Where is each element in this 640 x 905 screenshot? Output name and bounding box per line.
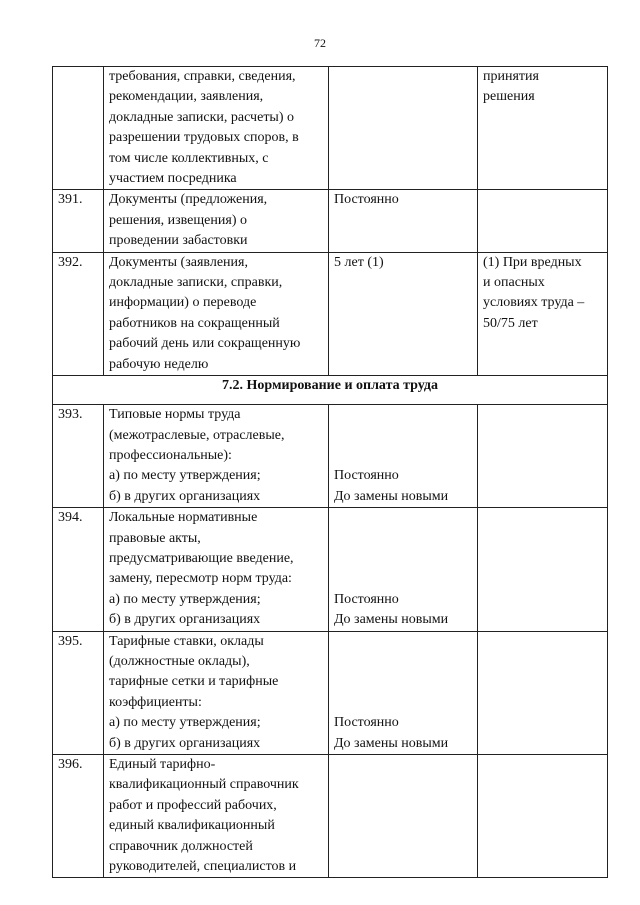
text-line: единый квалификационный [109, 818, 275, 834]
document-name-cell [104, 508, 329, 631]
text-line: До замены новыми [334, 735, 449, 751]
text-line: рабочий день или сокращенную [109, 336, 301, 352]
row-number: 392. [53, 252, 104, 375]
text-line: том числе коллективных, с [109, 150, 269, 166]
blank-line [334, 632, 472, 652]
table-row [53, 631, 608, 754]
text-line: Локальные нормативные [109, 510, 258, 526]
retention-term-cell [329, 190, 478, 252]
text-line: разрешении трудовых споров, в [109, 130, 299, 146]
row-number: 391. [53, 190, 104, 252]
text-line: Тарифные ставки, оклады [109, 633, 264, 649]
text-line: докладные записки, справки, [109, 275, 283, 291]
text-line: Постоянно [334, 591, 399, 607]
retention-term-cell [329, 67, 478, 190]
text-line: рабочую неделю [109, 356, 209, 372]
text-line: руководителей, специалистов и [109, 859, 297, 875]
retention-term-cell [329, 405, 478, 508]
table-row [53, 508, 608, 631]
document-name-cell [104, 67, 329, 190]
text-line: предусматривающие введение, [109, 550, 294, 566]
text-line: б) в других организациях [109, 488, 261, 504]
row-number: 395. [53, 631, 104, 754]
blank-line [334, 425, 472, 445]
text-line: Документы (заявления, [109, 254, 248, 270]
retention-table [52, 66, 608, 878]
text-line: информации) о переводе [109, 295, 257, 311]
table-row [53, 405, 608, 508]
text-line: тарифные сетки и тарифные [109, 674, 279, 690]
blank-line [334, 569, 472, 589]
text-line: 50/75 лет [483, 315, 538, 331]
text-line: замену, пересмотр норм труда: [109, 571, 292, 587]
text-line: работников на сокращенный [109, 315, 280, 331]
text-line: правовые акты, [109, 530, 201, 546]
table-row [53, 190, 608, 252]
note-cell [478, 252, 608, 375]
text-line: требования, справки, сведения, [109, 69, 296, 84]
table-row [53, 755, 608, 878]
blank-line [334, 693, 472, 713]
text-line: Типовые нормы труда [109, 407, 241, 423]
row-number: 393. [53, 405, 104, 508]
text-line: Постоянно [334, 468, 399, 484]
text-line: решения [483, 89, 535, 105]
text-line: (1) При вредных [483, 254, 582, 270]
table-row [53, 252, 608, 375]
text-line: докладные записки, расчеты) о [109, 109, 295, 125]
blank-line [334, 672, 472, 692]
text-line: работ и профессий рабочих, [109, 797, 277, 813]
text-line: 5 лет (1) [334, 254, 384, 270]
text-line: решения, извещения) о [109, 212, 247, 228]
text-line: коэффициенты: [109, 694, 202, 710]
text-line: Постоянно [334, 715, 399, 731]
table-row [53, 67, 608, 190]
retention-term-cell [329, 508, 478, 631]
text-line: (межотраслевые, отраслевые, [109, 427, 285, 443]
note-cell [478, 405, 608, 508]
document-name-cell [104, 755, 329, 878]
note-cell [478, 508, 608, 631]
row-number: 396. [53, 755, 104, 878]
text-line: а) по месту утверждения; [109, 715, 261, 731]
text-line: б) в других организациях [109, 735, 261, 751]
blank-line [334, 508, 472, 528]
row-number: 394. [53, 508, 104, 631]
document-name-cell [104, 631, 329, 754]
blank-line [334, 405, 472, 425]
note-cell [478, 631, 608, 754]
text-line: (должностные оклады), [109, 653, 250, 669]
note-cell [478, 67, 608, 190]
retention-term-cell [329, 631, 478, 754]
text-line: проведении забастовки [109, 233, 248, 249]
blank-line [334, 529, 472, 549]
text-line: До замены новыми [334, 488, 449, 504]
text-line: условиях труда – [483, 295, 585, 311]
text-line: рекомендации, заявления, [109, 89, 264, 105]
section-row [53, 376, 608, 405]
note-cell [478, 755, 608, 878]
text-line: и опасных [483, 275, 545, 291]
text-line: Постоянно [334, 192, 399, 208]
note-cell [478, 190, 608, 252]
text-line: а) по месту утверждения; [109, 468, 261, 484]
section-title: 7.2. Нормирование и оплата труда [53, 376, 608, 405]
blank-line [334, 446, 472, 466]
document-name-cell [104, 190, 329, 252]
text-line: участием посредника [109, 171, 237, 187]
blank-line [334, 652, 472, 672]
document-name-cell [104, 405, 329, 508]
text-line: До замены новыми [334, 612, 449, 628]
document-name-cell [104, 252, 329, 375]
text-line: справочник должностей [109, 838, 253, 854]
text-line: Единый тарифно- [109, 757, 216, 772]
text-line: квалификационный справочник [109, 777, 299, 793]
row-number [53, 67, 104, 190]
retention-term-cell [329, 252, 478, 375]
text-line: а) по месту утверждения; [109, 591, 261, 607]
retention-term-cell [329, 755, 478, 878]
blank-line [334, 549, 472, 569]
text-line: Документы (предложения, [109, 192, 268, 208]
page-number: 72 [314, 36, 326, 50]
text-line: профессиональные): [109, 447, 232, 463]
text-line: б) в других организациях [109, 612, 261, 628]
text-line: принятия [483, 69, 539, 84]
